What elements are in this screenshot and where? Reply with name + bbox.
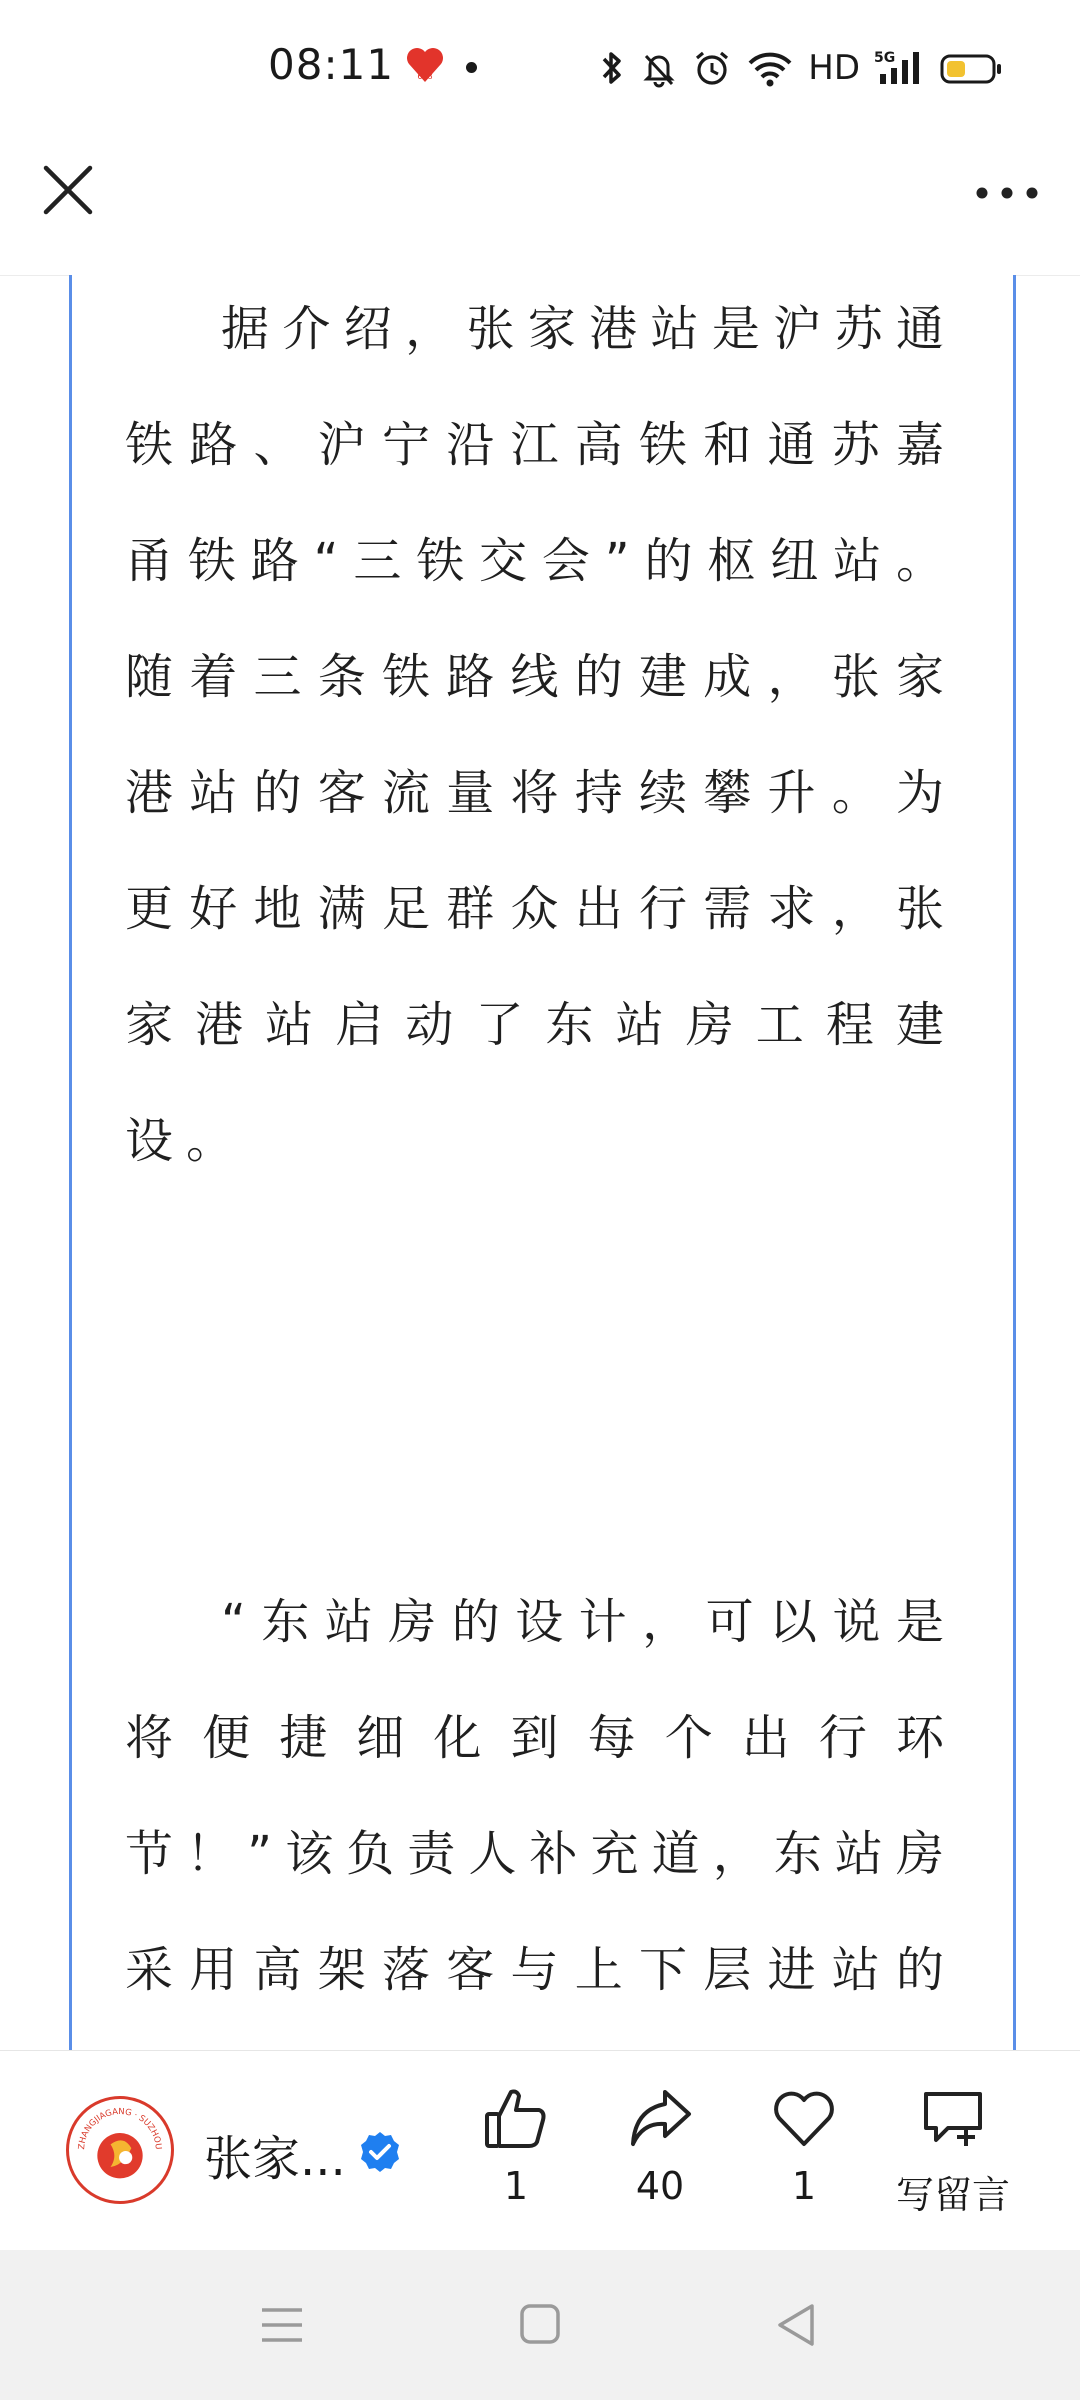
- menu-icon[interactable]: [258, 2300, 306, 2350]
- wifi-icon: [746, 48, 794, 88]
- status-icons: [598, 40, 1002, 96]
- close-icon[interactable]: [38, 160, 98, 220]
- share-icon: [625, 2084, 695, 2154]
- app-badge-text: 618: [417, 72, 433, 81]
- more-icon[interactable]: [972, 166, 1042, 216]
- account-avatar[interactable]: [66, 2096, 174, 2204]
- alarm-icon: [692, 48, 732, 88]
- battery-icon: [940, 48, 1002, 88]
- top-nav-bar: [0, 130, 1080, 276]
- account-name[interactable]: 张家...: [204, 2131, 346, 2187]
- share-button[interactable]: [590, 2084, 730, 2234]
- app-notification-icon: [404, 44, 446, 86]
- bluetooth-icon: [598, 48, 626, 88]
- status-time: 08:11: [268, 40, 395, 89]
- write-comment-button[interactable]: [878, 2084, 1028, 2234]
- notification-dot: [466, 62, 477, 73]
- favorite-button[interactable]: [734, 2084, 874, 2234]
- article-paragraph: 据介绍，张家港站是沪苏通铁路、沪宁沿江高铁和通苏嘉甬铁路“三铁交会”的枢纽站。随着三条铁路线的建成，张家港站的客流量将持续攀升。为更好地满足群众出行需求，张家港站启动了东站房工程建设。: [125, 301, 957, 1169]
- mute-bell-icon: [640, 48, 678, 88]
- comment-add-icon: [918, 2084, 988, 2154]
- article-content-frame: [69, 275, 1016, 2050]
- network-type-label: HD: [808, 48, 860, 88]
- favorite-count: 1: [791, 2164, 817, 2208]
- avatar-ring-text: ZHANGJIAGANG · SUZHOU: [77, 2107, 163, 2150]
- write-comment-label: 写留言: [895, 2173, 1010, 2217]
- signal-label: 5G: [874, 50, 896, 66]
- back-icon[interactable]: [772, 2300, 820, 2350]
- share-count: 40: [635, 2164, 685, 2208]
- article-paragraph: “东站房的设计，可以说是将便捷细化到每个出行环节！”该负责人补充道，东站房采用高架落客与上下层进站的: [125, 1594, 957, 1998]
- like-count: 1: [503, 2164, 529, 2208]
- heart-icon: [769, 2084, 839, 2154]
- like-button[interactable]: [446, 2084, 586, 2234]
- home-icon[interactable]: [516, 2300, 564, 2350]
- thumbs-up-icon: [481, 2084, 551, 2154]
- verified-badge-icon: [358, 2130, 402, 2174]
- status-bar: [0, 0, 1080, 130]
- cellular-signal-icon: [874, 48, 926, 88]
